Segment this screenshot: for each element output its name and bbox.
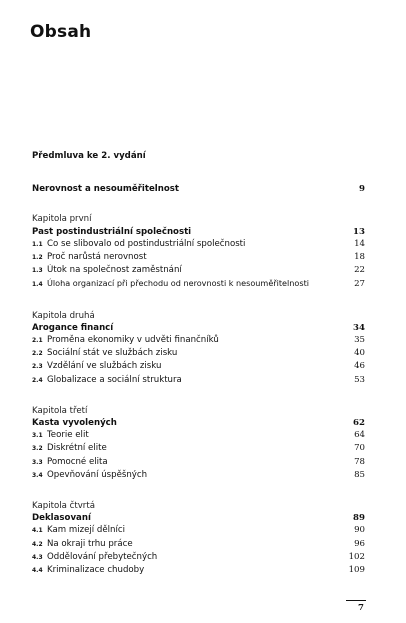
toc-section[interactable] <box>32 469 365 482</box>
section-title: Sociální stát ve službách zisku <box>47 348 178 359</box>
toc-page-number: 40 <box>354 348 365 359</box>
section-number: 4.4 <box>32 567 43 575</box>
section-title: Diskrétní elite <box>47 443 107 454</box>
toc-page-number: 22 <box>354 265 365 276</box>
toc-page-number: 90 <box>354 525 365 536</box>
section-number: 1.3 <box>32 267 43 275</box>
toc-page-number: 53 <box>354 374 365 385</box>
page-title: Obsah <box>30 22 92 42</box>
toc-section[interactable] <box>32 456 365 469</box>
section-number: 1.4 <box>32 281 43 289</box>
section-number: 2.4 <box>32 376 43 384</box>
section-number: 2.1 <box>32 337 43 345</box>
chapter-label: Kapitola druhá <box>32 310 95 321</box>
section-title: Oddělování přebytečných <box>47 551 158 562</box>
section-title: Na okraji trhu práce <box>47 538 133 549</box>
chapter-label: Kapitola čtvrtá <box>32 501 95 512</box>
footer-page-number: 7 <box>358 603 364 613</box>
toc-page-number: 70 <box>354 443 365 454</box>
section-title: Kam mizejí dělníci <box>47 525 125 536</box>
toc-section[interactable] <box>32 538 365 551</box>
toc-chapter[interactable] <box>32 417 365 429</box>
toc-page-number: 9 <box>359 184 365 195</box>
toc-page-number: 35 <box>354 335 365 346</box>
toc-chapter[interactable] <box>32 322 365 334</box>
section-number: 1.1 <box>32 240 43 248</box>
chapter-title: Deklasovaní <box>32 513 91 524</box>
toc-section[interactable] <box>32 429 365 442</box>
toc-page-number: 27 <box>354 279 365 290</box>
section-number: 4.3 <box>32 553 43 561</box>
section-number: 3.2 <box>32 445 43 453</box>
chapter-label: Kapitola první <box>32 214 92 225</box>
toc-page-number: 62 <box>353 418 365 429</box>
toc-section[interactable] <box>32 347 365 360</box>
toc-section[interactable] <box>32 264 365 277</box>
toc-intro[interactable] <box>32 183 365 195</box>
chapter-title: Arogance financí <box>32 322 114 333</box>
section-number: 3.1 <box>32 432 43 440</box>
toc-section[interactable] <box>32 374 365 387</box>
toc-section[interactable] <box>32 334 365 347</box>
toc-section[interactable] <box>32 277 365 291</box>
chapter-label: Kapitola třetí <box>32 405 88 416</box>
toc-page-number: 64 <box>354 430 365 441</box>
toc-page-number: 96 <box>354 538 365 549</box>
toc-page-number: 14 <box>354 238 365 249</box>
section-title: Proměna ekonomiky v udvěti finančníků <box>47 335 219 346</box>
section-title: Co se slibovalo od postindustriální společnosti <box>47 238 246 249</box>
toc-page-number: 85 <box>354 469 365 480</box>
toc-section[interactable] <box>32 524 365 537</box>
toc-page-number: 102 <box>348 551 365 562</box>
toc-section[interactable] <box>32 564 365 577</box>
section-number: 2.2 <box>32 350 43 358</box>
toc-page-number: 18 <box>354 252 365 263</box>
toc-page-number: 109 <box>348 565 365 576</box>
toc-intro-title: Nerovnost a nesouměřitelnost <box>32 184 179 195</box>
section-number: 3.3 <box>32 458 43 466</box>
toc-preface[interactable] <box>32 150 365 162</box>
toc-section[interactable] <box>32 442 365 455</box>
section-title: Vzdělání ve službách zisku <box>47 361 162 372</box>
toc-preface-title: Předmluva ke 2. vydání <box>32 151 146 161</box>
toc-section[interactable] <box>32 238 365 251</box>
section-title: Proč narůstá nerovnost <box>47 252 147 263</box>
toc-page-number: 78 <box>354 456 365 467</box>
toc-section[interactable] <box>32 251 365 264</box>
toc-page-number: 46 <box>354 361 365 372</box>
toc-chapter[interactable] <box>32 226 365 238</box>
section-title: Úloha organizací při přechodu od nerovnosti k nesouměřitelnosti <box>47 278 309 289</box>
toc-page-number: 13 <box>353 226 365 237</box>
section-title: Pomocné elita <box>47 456 108 467</box>
toc-section[interactable] <box>32 551 365 564</box>
toc-section[interactable] <box>32 360 365 373</box>
chapter-title: Kasta vyvolených <box>32 418 117 429</box>
section-title: Kriminalizace chudoby <box>47 565 145 576</box>
section-title: Teorie elit <box>47 430 89 441</box>
section-number: 4.2 <box>32 540 43 548</box>
table-of-contents <box>32 150 365 577</box>
section-title: Opevňování úspěšných <box>47 469 148 480</box>
toc-page-number: 34 <box>353 322 365 333</box>
section-number: 3.4 <box>32 471 43 479</box>
footer-rule <box>346 600 366 601</box>
toc-page-number: 89 <box>353 513 365 524</box>
section-title: Globalizace a sociální struktura <box>47 374 182 385</box>
chapter-title: Past postindustriální společnosti <box>32 226 192 237</box>
section-number: 4.1 <box>32 527 43 535</box>
toc-chapter[interactable] <box>32 512 365 524</box>
section-number: 1.2 <box>32 254 43 262</box>
section-title: Útok na společnost zaměstnání <box>47 265 182 276</box>
section-number: 2.3 <box>32 363 43 371</box>
